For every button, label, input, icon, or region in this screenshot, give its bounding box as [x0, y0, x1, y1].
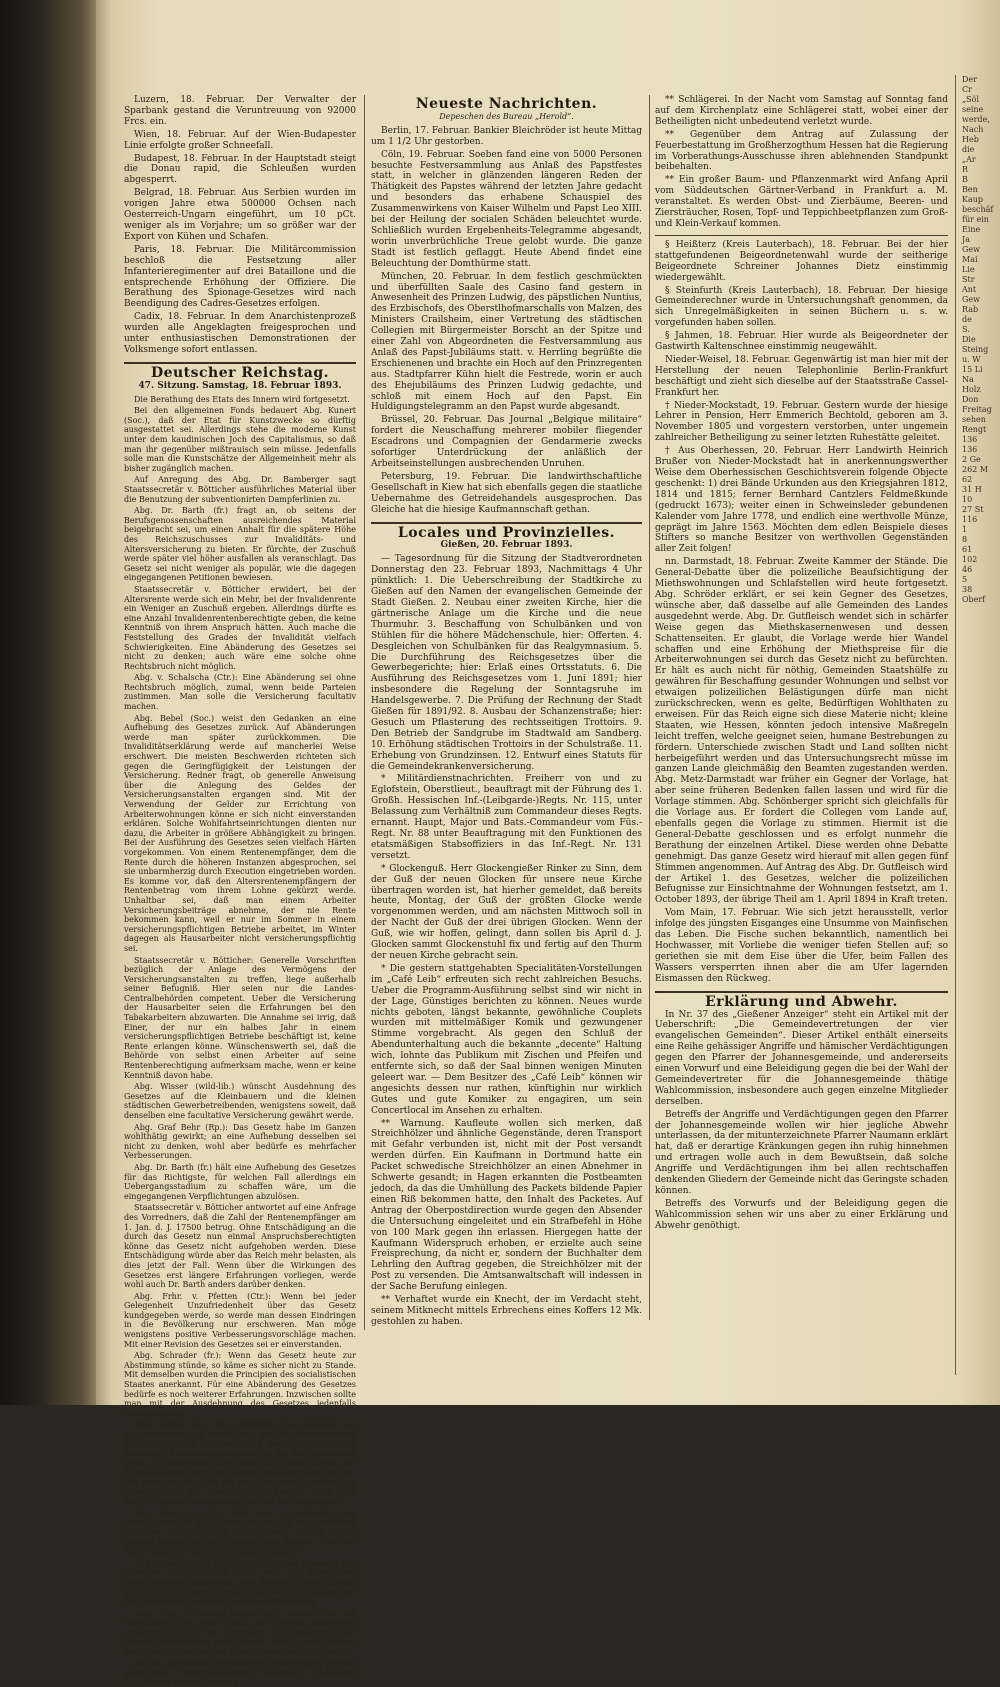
edge-fragment: Rengt: [962, 425, 987, 434]
regional-news: [655, 240, 948, 985]
paragraph: Staatssecretär v. Bötticher: Generelle Vorschriften bezüglich der Anlage des Vermögens der Versicherungsanstalten zu treffen, liege außerhalb seiner Befugniß. Hier seien nur die Landes-Centralbehörden competent. Ueber die Versicherung der Hausarbeiter seien die Erfahrungen bei den Tabakarbeitern abzuwarten. Die Annahme sei irrig, daß Einer, der nur ein halbes Jahr in einem versicherungspflichtigen Betriebe beschäftigt ist, keine Rente erlangen könne. Wünschenswerth sei, daß die Behörde von selbst einen Arbeiter auf seine Rentenberechtigung aufmerksam mache, wenn er keine Kenntniß davon habe.: [124, 955, 356, 1080]
edge-fragment: Eine: [962, 225, 981, 234]
edge-fragment: R: [962, 165, 969, 174]
news-item: Paris, 18. Februar. Die Militärcommission beschloß die Festsetzung aller Infanterieregimenter auf drei Bataillone und die entsprechende Erhöhung der Offiziere. Die Berathung des Spionage-Gesetzes wird nach Beendigung des Cadres-Gesetzes erfolgen.: [124, 244, 356, 310]
edge-fragment: 102: [962, 555, 978, 564]
news-item: Cadix, 18. Februar. In dem Anarchistenprozeß wurden alle Angeklagten freigesprochen und unter enthusiastischen Demonstrationen der Volksmenge sofort entlassen.: [124, 312, 356, 355]
edge-fragment: Nach: [962, 125, 984, 134]
edge-fragment: Freitag: [962, 405, 992, 414]
paragraph: * Glockenguß. Herr Glockengießer Rinker zu Sinn, dem der Guß der neuen Glocken für unsere neue Kirche übertragen worden ist, hat hierher gemeldet, daß bereits heute, Montag, der Guß der größten Glocke werde vorgenommen werden, und am nächsten Mittwoch soll in der Nacht der Guß der drei übrigen Glocken. Wenn der Guß, wie wir hoffen, gelingt, dann sollen bis April d. J. Glocken sammt Glockenstuhl fix und fertig auf den Thurm der neuen Kirche gebracht sein.: [371, 863, 642, 961]
edge-fragment: 62: [962, 475, 973, 484]
edge-fragment: sehen: [962, 415, 986, 424]
paragraph: Staatssecretär v. Bötticher erwidert, bei der Altersrente werde sich ein Mehr, bei der Invalidenrente ein Weniger an Zuschuß ergeben. Allerdings dürfte es eine Anzahl Invalidenrentenberechtigte geben, die keine Kenntniß von ihrem Anspruch hätten. Auch mache die Feststellung des Grades der Invalidität vielfach Schwierigkeiten. Eine Abänderung des Gesetzes sei nicht zu denken; auch wäre eine solche ohne Rechtsbruch nicht möglich.: [124, 584, 356, 671]
paragraph: Betreffs der Angriffe und Verdächtigungen gegen den Pfarrer der Johannesgemeinde wollen wir hier jegliche Abwehr unterlassen, da der mitunterzeichnete Pfarrer Naumann erklärt hat, daß er derartige Kränkungen gegen ihn ruhig hinnehmen und ertragen wolle auch in dem Bewußtsein, daß solche Angriffe und Verdächtigungen ihm bei allen rechtschaffen denkenden Gliedern der Gemeinde nicht das Geringste schaden können.: [655, 1109, 948, 1196]
paragraph: Staatssecretär v. Bötticher antwortet auf eine Anfrage des Vorredners, daß die Zahl der Rentenempfänger am 1. Jan. d. J. 17500 betrug. Ohne Entschädigung an die durch das Gesetz nun einmal Anspruchsberechtigten könne das Gesetz nicht aufgehoben werden. Diese Entschädigung würde aber das Reich mehr belasten, als dies jetzt der Fall. Wenn über die Wirkungen des Gesetzes erst längere Erfahrungen vorliegen, werde wohl auch Dr. Barth anders darüber denken.: [124, 1203, 356, 1290]
news-item: Luzern, 18. Februar. Der Verwalter der Sparbank gestand die Veruntreuung von 92000 Frcs. ein.: [124, 95, 356, 127]
column-1: [124, 95, 356, 1687]
edge-fragment: Kaup: [962, 195, 984, 204]
edge-fragment: Gew: [962, 245, 980, 254]
paragraph: Vom Main, 17. Februar. Wie sich jetzt herausstellt, verlor infolge des jüngsten Eisganges eine Unsumme von Mainfischen das Leben. Die Fische suchen bekanntlich, namentlich bei Hochwasser, mit Vorliebe die weniger tiefen Stellen auf; so geriethen sie mit dem Eise über die Ufer, beim Fallen des Wassers versperrten ihnen aber die am Ufer lagernden Eismassen den Rückweg.: [655, 908, 948, 984]
column-rule: [364, 95, 365, 1330]
news-item: Berlin, 17. Februar. Bankier Bleichröder ist heute Mittag um 1 1/2 Uhr gestorben.: [371, 125, 642, 147]
edge-fragment: 15 Li: [962, 365, 983, 374]
edge-fragment: Gew: [962, 295, 980, 304]
paragraph: In Nr. 37 des „Gießener Anzeiger“ steht ein Artikel mit der Ueberschrift: „Die Gemeindevertretungen der vier evangelischen Gemeinden“. Dieser Artikel enthält einerseits eine Reihe gehässiger Angriffe und hämischer Verdächtigungen gegen den Pfarrer der Johannesgemeinde, und andererseits einen Vorwurf und eine Beleidigung gegen die bei der Wahl der Gemeindevertreter für die Johannesgemeinde thätige Wahlcommission, insbesondere auch gegen einzelne Mitglieder derselben.: [655, 1009, 948, 1107]
session-line: 47. Sitzung. Samstag, 18. Februar 1893.: [138, 380, 342, 391]
edge-fragment: für ein: [962, 215, 989, 224]
edge-fragment: Rab: [962, 305, 979, 314]
paragraph: ** Verhaftet wurde ein Knecht, der im Verdacht steht, seinem Mitknecht mittels Erbrechens eines Koffers 12 Mk. gestohlen zu haben.: [371, 1295, 642, 1327]
edge-fragment: Die: [962, 335, 976, 344]
edge-fragment: werde,: [962, 115, 990, 124]
notices-top: [655, 95, 948, 230]
local-dateline: Gießen, 20. Februar 1893.: [440, 540, 573, 551]
paragraph: Abg. Frhr. v. Unruhe-Bomst (Rp.) erklärt, daß die Arbeitgeber die ihnen durch das Gesetz auferlegten schweren Lasten im Interesse der Besserung der socialen Verhältnisse gern trügen. Auch in den Kreisen der Arbeiter gewinne das Gesetz immer mehr Freunde.: [124, 1608, 356, 1657]
edge-fragment: Oberf: [962, 595, 986, 604]
paragraph: § Jahmen, 18. Februar. Hier wurde als Beigeordneter der Gastwirth Kaltenschnee einstimmig neugewählt.: [655, 331, 948, 353]
news-item: München, 20. Februar. In dem festlich geschmückten und überfüllten Saale des Casino fand gestern in Anwesenheit des Prinzen Ludwig, des päpstlichen Nuntius, des Erzbischofs, des Oberstlhofmarschalls von Malzen, des Ministers Crailsheim, einer Vertretung des städtischen Collegien mit Bürgermeister Borscht an der Spitze und einer Zahl von Abgeordneten die Festversammlung aus Anlaß des Papst-Jubiläums statt. v. Herrling begrüßte die Erschienenen und brachte ein Hoch auf den Prinzregenten aus. Stadtpfarrer Kühn hielt die Festrede, worin er auch des Ehejubiläums des Prinzen Ludwig gedachte, und schloß mit einem Hoch auf den Papst. Ein Huldigungstelegramm an den Papst wurde abgesandt.: [371, 271, 642, 413]
news-subheading: Depeschen des Bureau „Herold“.: [439, 111, 574, 121]
edge-fragment: Don: [962, 395, 979, 404]
edge-fragment: u. W: [962, 355, 981, 364]
edge-fragment: 61: [962, 545, 973, 554]
edge-fragment: Na: [962, 375, 974, 384]
news-list: [371, 126, 642, 516]
paragraph: Betreffs des Vorwurfs und der Beleidigung gegen die Wahlcommission sehen wir uns aber zu einer Erklärung und Abwehr genöthigt.: [655, 1198, 948, 1231]
paragraph: Abg. Wisser (wild-lib.) wünscht Ausdehnung des Gesetzes auf die Kleinbauern und die kleinen städtischen Gewerbetreibenden, wenigstens soweit, daß denselben eine facultative Versicherung gewährt werde.: [124, 1082, 356, 1120]
paragraph: ** Warnung. Kaufleute wollen sich merken, daß Streichhölzer und ähnliche Gegenstände, deren Transport mit Gefahr verbunden ist, nicht mit der Post versandt werden dürfen. Ein Kaufmann in Dortmund hatte ein Packet schwedische Streichhölzer an einen Abnehmer in Schwerte gesandt; in Hagen erkannten die Postbeamten jedoch, da das die Umhüllung des Packets bildende Papier einen Riß bekommen hatte, den Inhalt des Packetes. Auf Antrag der Oberpostdirection wurde gegen den Absender die Untersuchung eingeleitet und ein Strafbefehl in Höhe von 100 Mark gegen ihn erlassen. Hiergegen hatte der Kaufmann Widerspruch erhoben, er erzielte auch seine Freisprechung, da nicht er, sondern der Buchhalter dem Lehrling den Auftrag gegeben, die Streichhölzer mit der Post zu versenden. Die Amtsanwaltschaft will indessen in der Sache Berufung einlegen.: [371, 1118, 642, 1293]
news-top-list: [124, 95, 356, 356]
edge-fragment: 116: [962, 515, 978, 524]
column-rule: [955, 75, 956, 1375]
edge-fragment: 10: [962, 495, 973, 504]
paragraph: † Aus Oberhessen, 20. Februar. Herr Landwirth Heinrich Brußer von Nieder-Mockstadt hat in anerkennungswerther Weise dem Oberhessischen Geschichtsverein folgende Objecte geschenkt: 1) drei Bände Urkunden aus den Kriegsjahren 1812, 1814 und 1815; ferner Bernhard Cantzlers Feldmeßkunde (gedruckt 1673); weiter einen in Schweinsleder gebundenen Kalender vom Jahre 1778, und endlich eine werthvolle Münze, geprägt im Jahre 1563. Möchten dem edlen Beispiele dieses Stifters so manche Besitzer von werthvollen Gegenständen aller Zeit folgen!: [655, 446, 948, 555]
edge-fragment: 31 H: [962, 485, 982, 494]
column-rule: [649, 95, 650, 1320]
paragraph: nn. Darmstadt, 18. Februar. Zweite Kammer der Stände. Die General-Debatte über die polizeiliche Beaufsichtigung der Miethswohnungen und Schlafstellen wird heute fortgesetzt. Abg. Schröder erklärt, er sei kein Gegner des Gesetzes, wünsche aber, daß dasselbe auf alle Gemeinden des Landes ausgedehnt werde. Abg. Dr. Gutfleisch wendet sich in schärfer Weise gegen das Miethskasernenwesen und dessen Schattenseiten. Er glaubt, die Vorlage werde hier Wandel schaffen und eine Erhöhung der Miethspreise für die Arbeiterwohnungen sei durch das Gesetz nicht zu befürchten. Er hält es auch nicht für nöthig, Gemeinden Staatshülfe zu gewähren für Beschaffung gesunder Wohnungen und selbst vor etwaigen polizeilichen Belästigungen dürfe man nicht zurückschrecken, wenn es gelte, Bedürftigen Wohlthaten zu erweisen. Für das Reich eigne sich diese Materie nicht; kleine Staaten, wie Hessen, könnten jedoch intensive Maßregeln leicht treffen, welche geeignet seien, humane Bestrebungen zu fördern. Unterschiede zwischen Stadt und Land sollten nicht herbeigeführt werden und das Untersuchungsrecht müsse im ganzen Lande gleichmäßig den Beamten zugestanden werden. Abg. Metz-Darmstadt war früher ein Gegner der Vorlage, hat aber seine früheren Bedenken fallen lassen und wird für die Vorlage stimmen. Abg. Schönberger spricht sich gleichfalls für die Vorlage aus. Er fordert die Collegen vom Lande auf, ebenfalls gegen die Vorlage zu stimmen. Hiermit ist die General-Debatte geschlossen und es erfolgt nunmehr die Berathung der einzelnen Artikel. Diese werden ohne Debatte genehmigt. Das ganze Gesetz wird hierauf mit allen gegen fünf Stimmen angenommen. Auf Antrag des Abg. Dr. Gutfleisch wird der Artikel 1. des Gesetzes, welcher die polizeilichen Befugnisse zur Einsichtnahme der Wohnungen festsetzt, am 1. October 1893, der übrige Theil am 1. April 1894 in Kraft treten.: [655, 557, 948, 906]
notice: ** Gegenüber dem Antrag auf Zulassung der Feuerbestattung im Großherzogthum Hessen hat die Regierung im Vorberathungs-Ausschusse ihren ablehnenden Standpunkt beibehalten.: [655, 129, 948, 173]
paragraph: Abg. Dr. Barth (fr.) hält eine Aufhebung des Gesetzes für das Richtigste, für welchen Fall allerdings ein Uebergangsstadium zu schaffen wäre, um die eingegangenen Verpflichtungen abzulösen.: [124, 1162, 356, 1201]
paragraph: Abg. Graf Behr (Rp.): Das Gesetz habe im Ganzen wohlthätig gewirkt; an eine Aufhebung desselben sei nicht zu denken, wohl aber bedürfe es mehrfacher Verbesserungen.: [124, 1122, 356, 1161]
edge-fragment: „Söl: [962, 95, 979, 104]
paragraph: Die Berathung des Etats des Innern wird fortgesetzt.: [134, 394, 350, 404]
edge-fragment: Heb: [962, 135, 979, 144]
edge-fragment: 136: [962, 435, 978, 444]
edge-fragment: Ant: [962, 285, 977, 294]
news-item: Petersburg, 19. Februar. Die landwirthschaftliche Gesellschaft in Kiew hat sich ebenfalls gegen die staatliche Uebernahme des Getreidehandels ausgesprochen. Das Gleiche hat die hiesige Kaufmannschaft gethan.: [371, 471, 643, 515]
news-item: Cöln, 19. Februar. Soeben fand eine von 5000 Personen besuchte Festversammlung aus Anlaß des Papstfestes statt, in welcher in glänzenden längeren Reden der Thätigkeit des Papstes während der letzten Jahre gedacht und besonders das erhabene Schauspiel des Zusammenwirkens von Kaiser Wilhelm und Papst Leo XIII. bei der Heilung der socialen Schäden beleuchtet wurde. Schließlich wurden Ergebenheits-Telegramme abgesandt, worin unverbrüchliche Treue gelobt wurde. Die ganze Stadt ist festlich geflaggt. Heute Abend findet eine Beleuchtung der Domthürme statt.: [371, 149, 642, 269]
edge-fragment: 2 Ge: [962, 455, 981, 464]
edge-fragment: 46: [962, 565, 973, 574]
news-heading: Neueste Nachrichten.: [415, 96, 598, 112]
edge-fragment: Lie: [962, 265, 975, 274]
edge-fragment: B: [962, 175, 968, 184]
notice: ** Ein großer Baum- und Pflanzenmarkt wird Anfang April vom Süddeutschen Gärtner-Verband in Frankfurt a. M. veranstaltet. Es werden Obst- und Zierbäume, Beeren- und Ziersträucher, Rosen, Topf- und Teppichbeetpflanzen zum Groß- und Klein-Verkauf kommen.: [655, 175, 948, 229]
edge-fragment: 262 M: [962, 465, 989, 474]
edge-fragment: beschäf: [962, 205, 994, 214]
paragraph: Abg. v. Schalscha (Ctr.): Eine Abänderung sei ohne Rechtsbruch möglich, zumal, wenn beide Parteien zustimmen. Man solle die Versicherung facultativ machen.: [124, 673, 356, 712]
divider: [371, 522, 642, 524]
news-item: Budapest, 18. Februar. In der Hauptstadt steigt die Donau rapid, die Schleußen wurden abgesperrt.: [124, 153, 356, 186]
reichstag-heading: Deutscher Reichstag.: [150, 364, 330, 381]
paragraph: Abg. Bebel (Soc.): Socialistisch sei der Gedanke des Gesetzes schon deshalb nicht, weil der Arbeitgeber immer bestrebt sein werde, den Betrag für den Arbeiter auf diesen Lohn anzurechnen. Das Gesetz stehe ganz auf dem Boden der heutigen Gesellschaftsordnung.: [124, 1558, 356, 1607]
paragraph: Auf Anregung des Abg. Dr. Bamberger sagt Staatssecretär v. Bötticher ausführliches Material über die Benutzung der subventionirten Dampferlinien zu.: [124, 475, 356, 504]
notice: ** Schlägerei. In der Nacht vom Samstag auf Sonntag fand auf dem Kirchenplatz eine Schlägerei statt, wobei einer der Betheiligten nicht unbedeutend verletzt wurde.: [655, 95, 948, 127]
book-spine: [0, 0, 96, 1405]
edge-fragment: Ben: [962, 185, 978, 194]
paragraph: Abg. Frhr. v. Pfetten (Ctr.): Wenn bei jeder Gelegenheit Unzufriedenheit über das Gesetz kundgegeben werde, so werde man dessen Eindringen in die Bevölkerung nur erschweren. Man möge wenigstens positive Verbesserungsvorschläge machen. Mit einer Revision des Gesetzes sei er einverstanden.: [124, 1291, 356, 1349]
edge-fragment: Ja: [962, 235, 970, 244]
paragraph: § Steinfurth (Kreis Lauterbach), 18. Februar. Der hiesige Gemeinderechner wurde in Untersuchungshaft genommen, da sich Unregelmäßigkeiten in seinen Büchern u. s. w. vorgefunden haben sollen.: [655, 285, 948, 329]
edge-fragment: Str: [962, 275, 975, 284]
edge-fragment: 8: [962, 535, 968, 544]
edge-fragment: 5: [962, 575, 968, 584]
edge-fragment: Cr: [962, 85, 972, 94]
edge-fragment: Holz: [962, 385, 981, 394]
edge-fragment: de: [962, 315, 972, 324]
divider: [655, 991, 948, 993]
paragraph: Abg. Bebel (Soc.) weist den Gedanken an eine Aufhebung des Gesetzes zurück. Auf Abänderungen werde man später zurückkommen. Die Invaliditätserklärung werde auf mancherlei Weise erschwert. Die meisten Beschwerden richteten sich gegen die Geringfügigkeit der Leistungen der Versicherung. Redner fragt, ob generelle Anweisung über die Anlegung des Geldes der Versicherungsanstalten ergangen sind. Mit der Verwendung der Gelder zur Errichtung von Arbeiterwohnungen könne er sich nicht einverstanden erklären. Solche Wohlfahrtseinrichtungen dienten nur dazu, die Arbeiter in größere Abhängigkeit zu bringen. Bei der Ausführung des Gesetzes seien vielfach Härten vorgekommen. Von einem Rentenempfänger, dem die Rente durch die höheren Instanzen abgesprochen, sei sie unbarmherzig durch Execution eingetrieben worden. Es komme vor, daß den Altersrentenempfängern der Rentenbetrag vom ihrem Lohne gekürzt werde. Unhaltbar sei, daß man einem Arbeiter Versicherungsbeiträge abnehme, der nie Rente bekommen kann, weil er nur im Sommer in einem versicherungspflichtigen Betriebe arbeitet, im Winter dagegen als Hausarbeiter nicht versicherungspflichtig sei.: [124, 713, 356, 953]
paragraph: Nieder-Weisel, 18. Februar. Gegenwärtig ist man hier mit der Herstellung der neuen Telephonlinie Berlin-Frankfurt beschäftigt und zieht sich dieselbe auf der Staatsstraße Cassel-Frankfurt her.: [655, 354, 948, 398]
column-2: [371, 95, 642, 1325]
news-item: Wien, 18. Februar. Auf der Wien-Budapester Linie erfolgte großer Schneefall.: [124, 129, 356, 151]
paragraph: Abg. Dr. Barth (fr.) fragt an, ob seitens der Berufsgenossenschaften ausreichendes Material beigebracht sei, um einen Anhalt für die spätere Höhe des Reichszuschusses zur Invaliditäts- und Altersversicherung zu bieten. Er fürchte, der Zuschuß werde später viel höher ausfallen als veranschlagt. Das Gesetz sei nicht weniger als populär, wie die dagegen eingegangenen Petitionen bewiesen.: [124, 506, 356, 583]
news-item: Belgrad, 18. Februar. Aus Serbien wurden im vorigen Jahre etwa 500000 Ochsen nach Oesterreich-Ungarn eingeführt, um 10 pCt. weniger als im Vorjahre; um so größer war der Export von Kühen und Schafen.: [124, 188, 356, 242]
edge-fragment: die: [962, 145, 975, 154]
edge-fragment: 38: [962, 585, 973, 594]
paragraph: Abg. Schrader (fr.): Wenn das Gesetz heute zur Abstimmung stünde, so käme es sicher nicht zu Stande. Mit demselben wurden die Principien des socialistischen Staates anerkannt. Für eine Abänderung des Gesetzes bedürfe es noch weiterer Erfahrungen. Inzwischen sollte man mit der Ausdehnung des Gesetzes jedenfalls vorsichtig sein.: [124, 1351, 356, 1418]
edge-fragment: S.: [962, 325, 970, 334]
edge-fragment: 136: [962, 445, 978, 454]
paragraph: * Die gestern stattgehabten Specialitäten-Vorstellungen im „Café Leib“ erfreuten sich recht zahlreichen Besuchs. Ueber die Programm-Ausführung selbst sind wir nicht in der Lage, Günstiges berichten zu können. Neues wurde nichts geboten, längst bekannte, gewöhnliche Couplets wurden mit mittelmäßiger Komik und gezwungener Stimme vorgebracht. Als gegen den Schluß der Abendunterhaltung auch die bekannte „decente“ Haltung wich, lohnte das Publikum mit Zischen und Pfeifen und entfernte sich, so daß der Saal binnen wenigen Minuten geleert war. — Dem Besitzer des „Café Leib“ können wir angesichts dessen nur rathen, künftighin nur wirklich Gutes und gute Komiker zu engagiren, um sein Concertlocal im Ansehen zu erhalten.: [371, 963, 642, 1116]
local-heading: Locales und Provinzielles.: [397, 524, 616, 541]
divider: [124, 362, 356, 364]
reichstag-report: [124, 395, 356, 1687]
paragraph: † Nieder-Mockstadt, 19. Februar. Gestern wurde der hiesige Lehrer in Pension, Herr Emmerich Bechtold, geboren am 3. November 1805 und vorgestern verstorben, unter ungemein zahlreicher Betheiligung zu seiner letzten Ruhestätte geleitet.: [655, 400, 948, 444]
edge-fragment: Mai: [962, 255, 978, 264]
local-news: [371, 554, 642, 1327]
paragraph: — Tagesordnung für die Sitzung der Stadtverordneten Donnerstag den 23. Februar 1893, Nachmittags 4 Uhr pünktlich: 1. Die Ueberschreibung der Stadtkirche zu Gießen auf den Namen der evangelischen Gemeinde der Stadt Gießen. 2. Neubau einer zweiten Kirche, hier die gärtnerische Anlage um die Kirche und die neue Thurmuhr. 3. Beschaffung von Schulbänken und von Stühlen für die höhere Mädchenschule, hier: Offerten. 4. Desgleichen von Schulbänken für das Realgymnasium. 5. Die Durchführung des Reichsgesetzes über die Gewerbegerichte; hier: Erlaß eines Ortsstatuts. 6. Die Ausführung des Reichsgesetzes vom 1. Juni 1891; hier insbesondere die Regelung der Sonntagsruhe im Handelsgewerbe. 7. Die Prüfung der Rechnung der Stadt Gießen für 1891/92. 8. Ausbau der Schanzenstraße; hier: Gesuch um Pflasterung des rechtsseitigen Trottoirs. 9. Den Betrieb der Sandgrube im Stadtwald am Sandberg. 10. Erhöhung städtischen Trottoirs in der Schulstraße. 11. Erhebung von Grundzinsen. 12. Entwurf eines Statuts für die Gemeindekrankenversicherung.: [371, 554, 642, 772]
edge-fragment: 27 St: [962, 505, 984, 514]
declaration-text: [655, 1010, 948, 1232]
paragraph: * Militärdienstnachrichten. Freiherr von und zu Eglofstein, Oberstlieut., beauftragt mit der Führung des 1. Großh. Hessischen Inf.-(Leibgarde-)Regts. Nr. 115, unter Belassung zum Verhältniß zum Commandeur dieses Regts. ernannt. Haupt, Major und Bats.-Commandeur vom Füs.-Regt. Nr. 88 unter Beauftragung mit den Funktionen des etatsmäßigen Stabsoffiziers in das Inf.-Regt. Nr. 131 versetzt.: [371, 774, 642, 861]
paragraph: § Heißterz (Kreis Lauterbach), 18. Februar. Bei der hier stattgefundenen Beigeordnetenwahl wurde der seitherige Beigeordnete Schreiner Johannes Dietz einstimmig wiedergewählt.: [655, 239, 948, 283]
edge-fragment: Der: [962, 75, 977, 84]
divider: [655, 235, 948, 236]
next-page-edge: [962, 75, 1000, 1385]
edge-fragment: 1: [962, 525, 968, 534]
news-item: Brüssel, 20. Februar. Das Journal „Belgique militaire“ fordert die Neuschaffung mehrerer mobiler fliegender Escadrons und Compagnien der Gendarmerie zwecks sofortiger Unterdrückung der anläßlich der Arbeitseinstellungen ausbrechenden Unruhen.: [371, 415, 642, 469]
paragraph: Die zur Berathung gestandenen Forderungen wurden genehmigt. Weiterberathung Dienstag. Außerdem egyptischer Handelsvertrag.: [124, 1658, 356, 1687]
edge-fragment: Steing: [962, 345, 989, 354]
edge-fragment: seine: [962, 105, 984, 114]
paragraph: Abg. Roesicke (lib.) tritt vom Standpunkte des Arbeitgebers für das Gesetz ein, das auf das Verhältniß zwischen Arbeitern und Arbeitgebern günstig wirke; geklagt werde nur über die niedrigen Renten, aber hier würde man nie volle Befriedigung schaffen.: [124, 1508, 356, 1557]
paragraph: Abg. Möller (nl.): Die Aufhebung des Gesetzes sei ausgeschlossen; es könne sich nur um Abänderungen handeln. Für die nur periodisch Beschäftigten sollten besondere Bestimmungen getroffen, die Beiträge sollten auch in Norddeutschland mehr als bisher durch die Krankenkassen oder die Communen eingezogen werden. Die Hergabe von Geld der pupillarischen Sicherheit an Gesellschaften für gemeinnützige Zwecke, auch zum Bau für Arbeiterwohnungen, halte er für angebracht.: [124, 1420, 356, 1507]
declaration-heading: Erklärung und Abwehr.: [705, 993, 898, 1010]
column-3: [655, 95, 948, 1265]
edge-fragment: „Ar: [962, 155, 976, 164]
paragraph: Bei den allgemeinen Fonds bedauert Abg. Kunert (Soc.), daß der Etat für Kunstzwecke so dürftig ausgestattet sei. Allerdings stehe die moderne Kunst unter dem kaudinischen Joch des Capitalismus, so daß man ihr gegenüber mißtrauisch sein müsse. Jedenfalls solle man die Kunstschätze der Allgemeinheit mehr als bisher zugänglich machen.: [124, 406, 356, 473]
